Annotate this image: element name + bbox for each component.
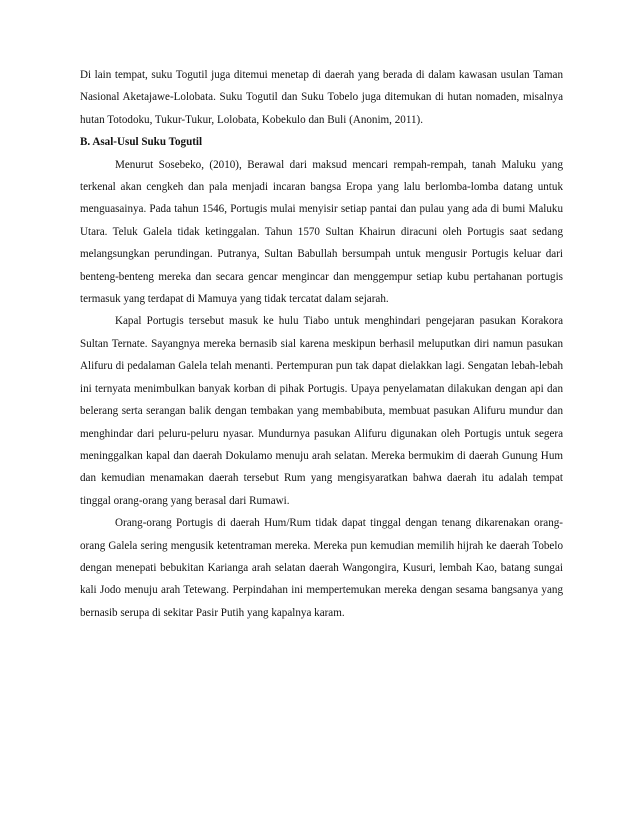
paragraph-origin-2: Kapal Portugis tersebut masuk ke hulu Tiabo untuk menghindari pengejaran pasukan Korakora Sultan Ternate. Sayangnya mereka bernasib sial karena meskipun berhasil meluputkan diri namun pasukan Alifuru di pedalaman Galela telah menanti. Pertempuran pun tak dapat dielakkan lagi. Sengatan lebah-lebah ini ternyata menimbulkan banyak korban di pihak Portugis. Upaya penyelamatan dilakukan dengan api dan belerang serta serangan balik dengan tembakan yang membabibuta, membuat pasukan Alifuru mundur dan menghindar dari peluru-peluru nyasar. Mundurnya pasukan Alifuru digunakan oleh Portugis untuk segera meninggalkan kapal dan daerah Dokulamo menuju arah selatan. Mereka bermukim di daerah Gunung Hum dan kemudian menamakan daerah tersebut Rum yang mengisyaratkan bahwa daerah itu adalah tempat tinggal orang-orang yang berasal dari Rumawi.: [80, 315, 563, 507]
document-body: [80, 64, 563, 624]
intro-paragraph: Di lain tempat, suku Togutil juga ditemui menetap di daerah yang berada di dalam kawasan usulan Taman Nasional Aketajawe-Lolobata. Suku Togutil dan Suku Tobelo juga ditemukan di hutan nomaden, misalnya hutan Totodoku, Tukur-Tukur, Lolobata, Kobekulo dan Buli (Anonim, 2011).: [80, 69, 563, 126]
paragraph-origin-3: Orang-orang Portugis di daerah Hum/Rum tidak dapat tinggal dengan tenang dikarenakan orang-orang Galela sering mengusik ketentraman mereka. Mereka pun kemudian memilih hijrah ke daerah Tobelo dengan menepati bebukitan Karianga arah selatan daerah Wangongira, Kusuri, lembah Kao, batang sungai kali Jodo menuju arah Tetewang. Perpindahan ini mempertemukan mereka dengan sesama bangsanya yang bernasib serupa di sekitar Pasir Putih yang kapalnya karam.: [80, 517, 563, 619]
section-heading: B. Asal-Usul Suku Togutil: [80, 136, 203, 149]
paragraph-origin-1: Menurut Sosebeko, (2010), Berawal dari maksud mencari rempah-rempah, tanah Maluku yang terkenal akan cengkeh dan pala menjadi incaran bangsa Eropa yang lalu berlomba-lomba datang untuk menguasainya. Pada tahun 1546, Portugis mulai menyisir setiap pantai dan pulau yang ada di bumi Maluku Utara. Teluk Galela tidak ketinggalan. Tahun 1570 Sultan Khairun diracuni oleh Portugis saat sedang melangsungkan perundingan. Putranya, Sultan Babullah bersumpah untuk mengusir Portugis keluar dari benteng-benteng mereka dan secara gencar mengincar dan menggempur setiap kubu pertahanan portugis termasuk yang terdapat di Mamuya yang tidak tercatat dalam sejarah.: [80, 158, 563, 306]
